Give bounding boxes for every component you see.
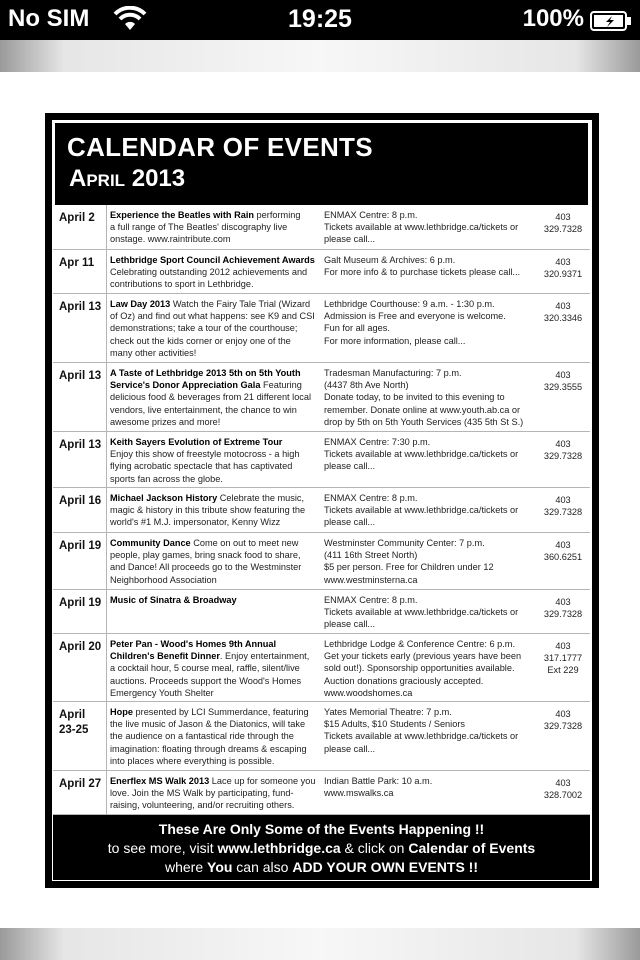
event-phone bbox=[539, 494, 587, 518]
event-venue bbox=[324, 706, 538, 755]
event-date: April 27 bbox=[53, 771, 107, 814]
event-title-line bbox=[110, 254, 322, 266]
event-venue bbox=[324, 537, 538, 586]
event-title-part: A Taste of Lethbridge 2013 5th on 5th Youth bbox=[110, 368, 301, 378]
event-description bbox=[110, 254, 322, 291]
event-date: April 16 bbox=[53, 488, 107, 532]
event-phone-line: 403 bbox=[555, 540, 571, 550]
event-date: April 19 bbox=[53, 590, 107, 633]
event-venue-line: $5 per person. Free for Children under 12 bbox=[324, 562, 494, 573]
event-venue-line: Fun for all ages. bbox=[324, 323, 390, 334]
event-row bbox=[53, 205, 590, 250]
event-venue bbox=[324, 436, 538, 473]
event-phone-line: 403 bbox=[555, 439, 571, 449]
event-date bbox=[53, 702, 107, 770]
event-desc-line: sports fan across the globe. bbox=[110, 473, 223, 484]
event-description bbox=[110, 436, 322, 485]
event-description bbox=[110, 209, 322, 246]
poster-footer bbox=[53, 815, 590, 880]
event-phone-line: 403 bbox=[555, 257, 571, 267]
poster-month: April 2013 bbox=[69, 165, 186, 192]
event-venue bbox=[324, 298, 538, 347]
event-title: Music of Sinatra & Broadway bbox=[110, 595, 237, 605]
event-venue bbox=[324, 492, 538, 529]
event-title: Hope bbox=[110, 707, 133, 717]
event-venue-line: Get your tickets early (previous years have been bbox=[324, 651, 522, 662]
event-phone-line: 320.9371 bbox=[543, 269, 583, 280]
event-venue-line: Tickets available at www.lethbridge.ca/tickets or bbox=[324, 607, 519, 618]
event-desc-line: vendors, live entertainment, the chance to win bbox=[110, 404, 297, 415]
event-phone-line: 403 bbox=[555, 301, 571, 311]
event-description bbox=[110, 706, 322, 767]
event-desc-line: onstage. www.raintribute.com bbox=[110, 234, 231, 245]
event-title-part: Children's Benefit Dinner bbox=[110, 651, 220, 662]
event-row bbox=[53, 533, 590, 590]
event-title-part: Peter Pan - Wood's Homes 9th Annual bbox=[110, 639, 277, 649]
event-venue-line: Tickets available at www.lethbridge.ca/tickets or bbox=[324, 222, 519, 233]
event-phone bbox=[539, 369, 587, 393]
event-desc-line: imagination: floating through dreams & escaping bbox=[110, 743, 307, 754]
event-venue bbox=[324, 775, 538, 799]
footer-visit-text: to see more, visit bbox=[107, 840, 218, 856]
event-description bbox=[110, 298, 322, 359]
event-date: April 20 bbox=[53, 634, 107, 701]
event-title-line bbox=[110, 775, 322, 787]
event-row bbox=[53, 363, 590, 432]
event-venue-line: Yates Memorial Theatre: 7 p.m. bbox=[324, 707, 452, 717]
event-desc-line: world's #1 M.J. impersonator, Kenny Wizz bbox=[110, 517, 281, 528]
event-desc-line: Emergency Youth Shelter bbox=[110, 687, 214, 698]
event-phone-line: 329.3555 bbox=[543, 382, 583, 393]
event-phone-line: 360.6251 bbox=[543, 552, 583, 563]
event-description bbox=[110, 775, 322, 812]
event-phone-line: 317.1777 bbox=[543, 653, 583, 664]
battery-icon bbox=[590, 11, 632, 31]
event-venue-line: please call... bbox=[324, 234, 376, 245]
footer-calendar-label: Calendar of Events bbox=[408, 840, 536, 856]
poster-title: CALENDAR OF EVENTS bbox=[67, 132, 373, 162]
event-venue-line: please call... bbox=[324, 517, 376, 528]
event-venue-line: Westminster Community Center: 7 p.m. bbox=[324, 538, 485, 548]
event-date: April 13 bbox=[53, 363, 107, 431]
event-venue-line: ENMAX Centre: 8 p.m. bbox=[324, 595, 418, 605]
bottom-toolbar bbox=[0, 928, 640, 960]
clock: 19:25 bbox=[288, 5, 352, 33]
event-phone-line: 403 bbox=[555, 212, 571, 222]
event-venue-line: Tradesman Manufacturing: 7 p.m. bbox=[324, 368, 462, 378]
event-desc-line: flying acrobatic spectacle that has captivated bbox=[110, 461, 293, 472]
event-venue bbox=[324, 209, 538, 246]
event-desc-line: a cocktail hour, 5 course meal, raffle, silent/live bbox=[110, 663, 300, 674]
event-venue-line: Auction donations graciously accepted. bbox=[324, 675, 484, 686]
event-desc-line: Enjoy this show of freestyle motocross - a high bbox=[110, 449, 300, 460]
event-desc-text: Come on out to meet new bbox=[190, 538, 299, 548]
event-desc-line: check out the kids corner or enjoy one of the bbox=[110, 335, 291, 346]
event-row bbox=[53, 771, 590, 815]
event-title-line bbox=[110, 537, 322, 549]
event-phone-line: 320.3346 bbox=[543, 313, 583, 324]
event-desc-line: many other activities! bbox=[110, 347, 197, 358]
event-title bbox=[110, 367, 322, 379]
event-venue-line: drop by 5th on 5th Youth Services (435 5th St S.) bbox=[324, 416, 524, 427]
event-venue-line: For more info & to purchase tickets please call... bbox=[324, 267, 521, 278]
event-phone-line: 329.7328 bbox=[543, 507, 583, 518]
event-row bbox=[53, 634, 590, 702]
event-phone bbox=[539, 438, 587, 462]
event-phone-line: 403 bbox=[555, 597, 571, 607]
event-title-line bbox=[110, 209, 322, 221]
event-venue-line: ENMAX Centre: 7:30 p.m. bbox=[324, 437, 431, 447]
battery-percentage: 100% bbox=[522, 5, 584, 32]
event-title-part: Service's Donor Appreciation Gala bbox=[110, 380, 261, 391]
event-venue-line: please call... bbox=[324, 461, 376, 472]
event-venue-line: ENMAX Centre: 8 p.m. bbox=[324, 210, 418, 220]
event-description bbox=[110, 638, 322, 699]
event-title-line bbox=[110, 706, 322, 718]
event-venue-line: Tickets available at www.lethbridge.ca/tickets or bbox=[324, 449, 519, 460]
footer-click-text: & click on bbox=[340, 840, 409, 856]
event-title: Michael Jackson History bbox=[110, 493, 218, 503]
event-title-line bbox=[110, 436, 322, 448]
event-row bbox=[53, 702, 590, 771]
event-description bbox=[110, 367, 322, 428]
event-description bbox=[110, 492, 322, 529]
event-venue-line: www.mswalks.ca bbox=[324, 788, 394, 799]
event-venue bbox=[324, 367, 538, 428]
event-phone-line: 328.7002 bbox=[543, 790, 583, 801]
event-row bbox=[53, 590, 590, 634]
event-title: Enerflex MS Walk 2013 bbox=[110, 776, 210, 786]
event-desc-line: demonstrations; take a tour of the courthouse; bbox=[110, 323, 298, 334]
event-title: Law Day 2013 bbox=[110, 299, 171, 309]
event-phone bbox=[539, 539, 587, 563]
top-toolbar bbox=[0, 40, 640, 72]
event-phone-line: 329.7328 bbox=[543, 451, 583, 462]
event-description bbox=[110, 537, 322, 586]
event-venue-line: ENMAX Centre: 8 p.m. bbox=[324, 493, 418, 503]
footer-you-label: You bbox=[207, 859, 233, 875]
event-title: Experience the Beatles with Rain bbox=[110, 210, 254, 220]
event-title-line bbox=[110, 492, 322, 504]
event-phone bbox=[539, 708, 587, 732]
event-venue-line: Lethbridge Courthouse: 9 a.m. - 1:30 p.m. bbox=[324, 299, 495, 309]
event-desc-line: the live music of Jason & the Diatonics, will take bbox=[110, 719, 306, 730]
event-title-line bbox=[110, 379, 322, 391]
footer-where-text: where bbox=[164, 859, 208, 875]
event-desc-line: auctions. Proceeds support the Wood's Homes bbox=[110, 675, 302, 686]
event-phone-line: 403 bbox=[555, 495, 571, 505]
event-row bbox=[53, 294, 590, 363]
event-desc-text: Featuring bbox=[260, 380, 302, 391]
event-desc-line: contributions to sport in Lethbridge. bbox=[110, 279, 254, 290]
footer-headline: These Are Only Some of the Events Happening !! bbox=[158, 821, 485, 837]
event-phone bbox=[539, 256, 587, 280]
event-phone-line: 403 bbox=[555, 370, 571, 380]
event-phone-line: 329.7328 bbox=[543, 721, 583, 732]
event-date: Apr 11 bbox=[53, 250, 107, 293]
status-bar bbox=[0, 0, 640, 40]
event-desc-text: performing bbox=[254, 210, 301, 220]
event-phone-line: 403 bbox=[555, 641, 571, 651]
event-title: Lethbridge Sport Council Achievement Awards bbox=[110, 255, 315, 265]
event-title-line bbox=[110, 650, 322, 662]
event-phone bbox=[539, 211, 587, 235]
event-venue-line: www.woodshomes.ca bbox=[324, 687, 413, 698]
footer-add-events-label: ADD YOUR OWN EVENTS !! bbox=[292, 859, 478, 875]
event-venue bbox=[324, 254, 538, 278]
event-date: April 2 bbox=[53, 205, 107, 249]
event-row bbox=[53, 250, 590, 294]
event-desc-line: a full range of The Beatles' discography live bbox=[110, 222, 288, 233]
event-desc-line: and Dance! All proceeds go to the Westminster bbox=[110, 562, 302, 573]
event-description bbox=[110, 594, 322, 606]
event-phone-line: 403 bbox=[555, 778, 571, 788]
event-desc-line: magic & history in this tribute show featuring the bbox=[110, 505, 306, 516]
event-desc-text: Lace up for someone you bbox=[209, 776, 316, 786]
event-date: April 13 bbox=[53, 294, 107, 362]
event-venue-line: Lethbridge Lodge & Conference Centre: 6 p.m. bbox=[324, 639, 516, 649]
event-phone-line: Ext 229 bbox=[547, 665, 579, 676]
footer-website-link[interactable]: www.lethbridge.ca bbox=[217, 840, 341, 856]
event-venue bbox=[324, 594, 538, 631]
event-venue-line: remember. Donate online at www.youth.ab.ca or bbox=[324, 404, 521, 415]
event-desc-line: raising, volunteering, and/or recruiting others. bbox=[110, 800, 295, 811]
event-venue-line: Tickets available at www.lethbridge.ca/tickets or bbox=[324, 731, 519, 742]
event-venue-line: $15 Adults, $10 Students / Seniors bbox=[324, 719, 465, 730]
event-venue-line: Indian Battle Park: 10 a.m. bbox=[324, 776, 433, 786]
event-title-line bbox=[110, 298, 322, 310]
event-phone-line: 403 bbox=[555, 709, 571, 719]
event-desc-line: Neighborhood Association bbox=[110, 574, 217, 585]
events-table bbox=[53, 205, 590, 815]
event-desc-text: . Enjoy entertainment, bbox=[219, 651, 310, 662]
event-phone bbox=[539, 777, 587, 801]
event-venue-line: Galt Museum & Archives: 6 p.m. bbox=[324, 255, 456, 265]
event-desc-line: into places where everything is possible. bbox=[110, 755, 275, 766]
event-desc-line: of Oz) and find out what happens: see K9 and CSI bbox=[110, 311, 315, 322]
event-title bbox=[110, 638, 322, 650]
event-row bbox=[53, 488, 590, 533]
event-date-line: 23-25 bbox=[59, 724, 89, 736]
event-venue-line: (4437 8th Ave North) bbox=[324, 380, 409, 391]
event-venue-line: please call... bbox=[324, 619, 376, 630]
event-venue-line: Admission is Free and everyone is welcome. bbox=[324, 311, 506, 322]
event-desc-line: delicious food & beverages from 21 different local bbox=[110, 392, 312, 403]
event-phone bbox=[539, 596, 587, 620]
event-title: Community Dance bbox=[110, 538, 191, 548]
poster-header bbox=[53, 121, 590, 207]
event-desc-line: awesome prizes and more! bbox=[110, 416, 221, 427]
event-desc-line: the audience on a fantastical ride through the bbox=[110, 731, 294, 742]
event-desc-line: Celebrating outstanding 2012 achievements and bbox=[110, 267, 308, 278]
carrier-label: No SIM bbox=[8, 5, 90, 32]
event-phone bbox=[539, 300, 587, 324]
footer-line-add bbox=[53, 859, 590, 875]
event-desc-text: presented by LCI Summerdance, featuring bbox=[132, 707, 309, 717]
event-desc-line: people, play games, bring snack food to share, bbox=[110, 550, 301, 561]
event-title-line bbox=[110, 594, 322, 606]
event-venue-line: please call... bbox=[324, 743, 376, 754]
event-phone-line: 329.7328 bbox=[543, 224, 583, 235]
event-date: April 13 bbox=[53, 432, 107, 487]
event-phone-line: 329.7328 bbox=[543, 609, 583, 620]
footer-can-text: can also bbox=[232, 859, 293, 875]
event-desc-text: Celebrate the music, bbox=[217, 493, 305, 503]
footer-line-visit bbox=[53, 840, 590, 856]
event-venue-line: Tickets available at www.lethbridge.ca/tickets or bbox=[324, 505, 519, 516]
event-desc-line: love. Join the MS Walk by participating, fund- bbox=[110, 788, 294, 799]
event-venue-line: For more information, please call... bbox=[324, 335, 466, 346]
event-title: Keith Sayers Evolution of Extreme Tour bbox=[110, 437, 283, 447]
event-venue-line: (411 16th Street North) bbox=[324, 550, 418, 561]
event-desc-text: Watch the Fairy Tale Trial (Wizard bbox=[170, 299, 311, 309]
event-venue bbox=[324, 638, 538, 699]
event-date: April 19 bbox=[53, 533, 107, 589]
event-venue-line: Donate today, to be invited to this evening to bbox=[324, 392, 505, 403]
event-row bbox=[53, 432, 590, 488]
event-venue-line: sold out!). Sponsorship opportunities available. bbox=[324, 663, 515, 674]
event-date-line: April bbox=[59, 709, 86, 721]
event-venue-line: www.westminsterna.ca bbox=[324, 574, 418, 585]
event-phone bbox=[539, 640, 587, 677]
